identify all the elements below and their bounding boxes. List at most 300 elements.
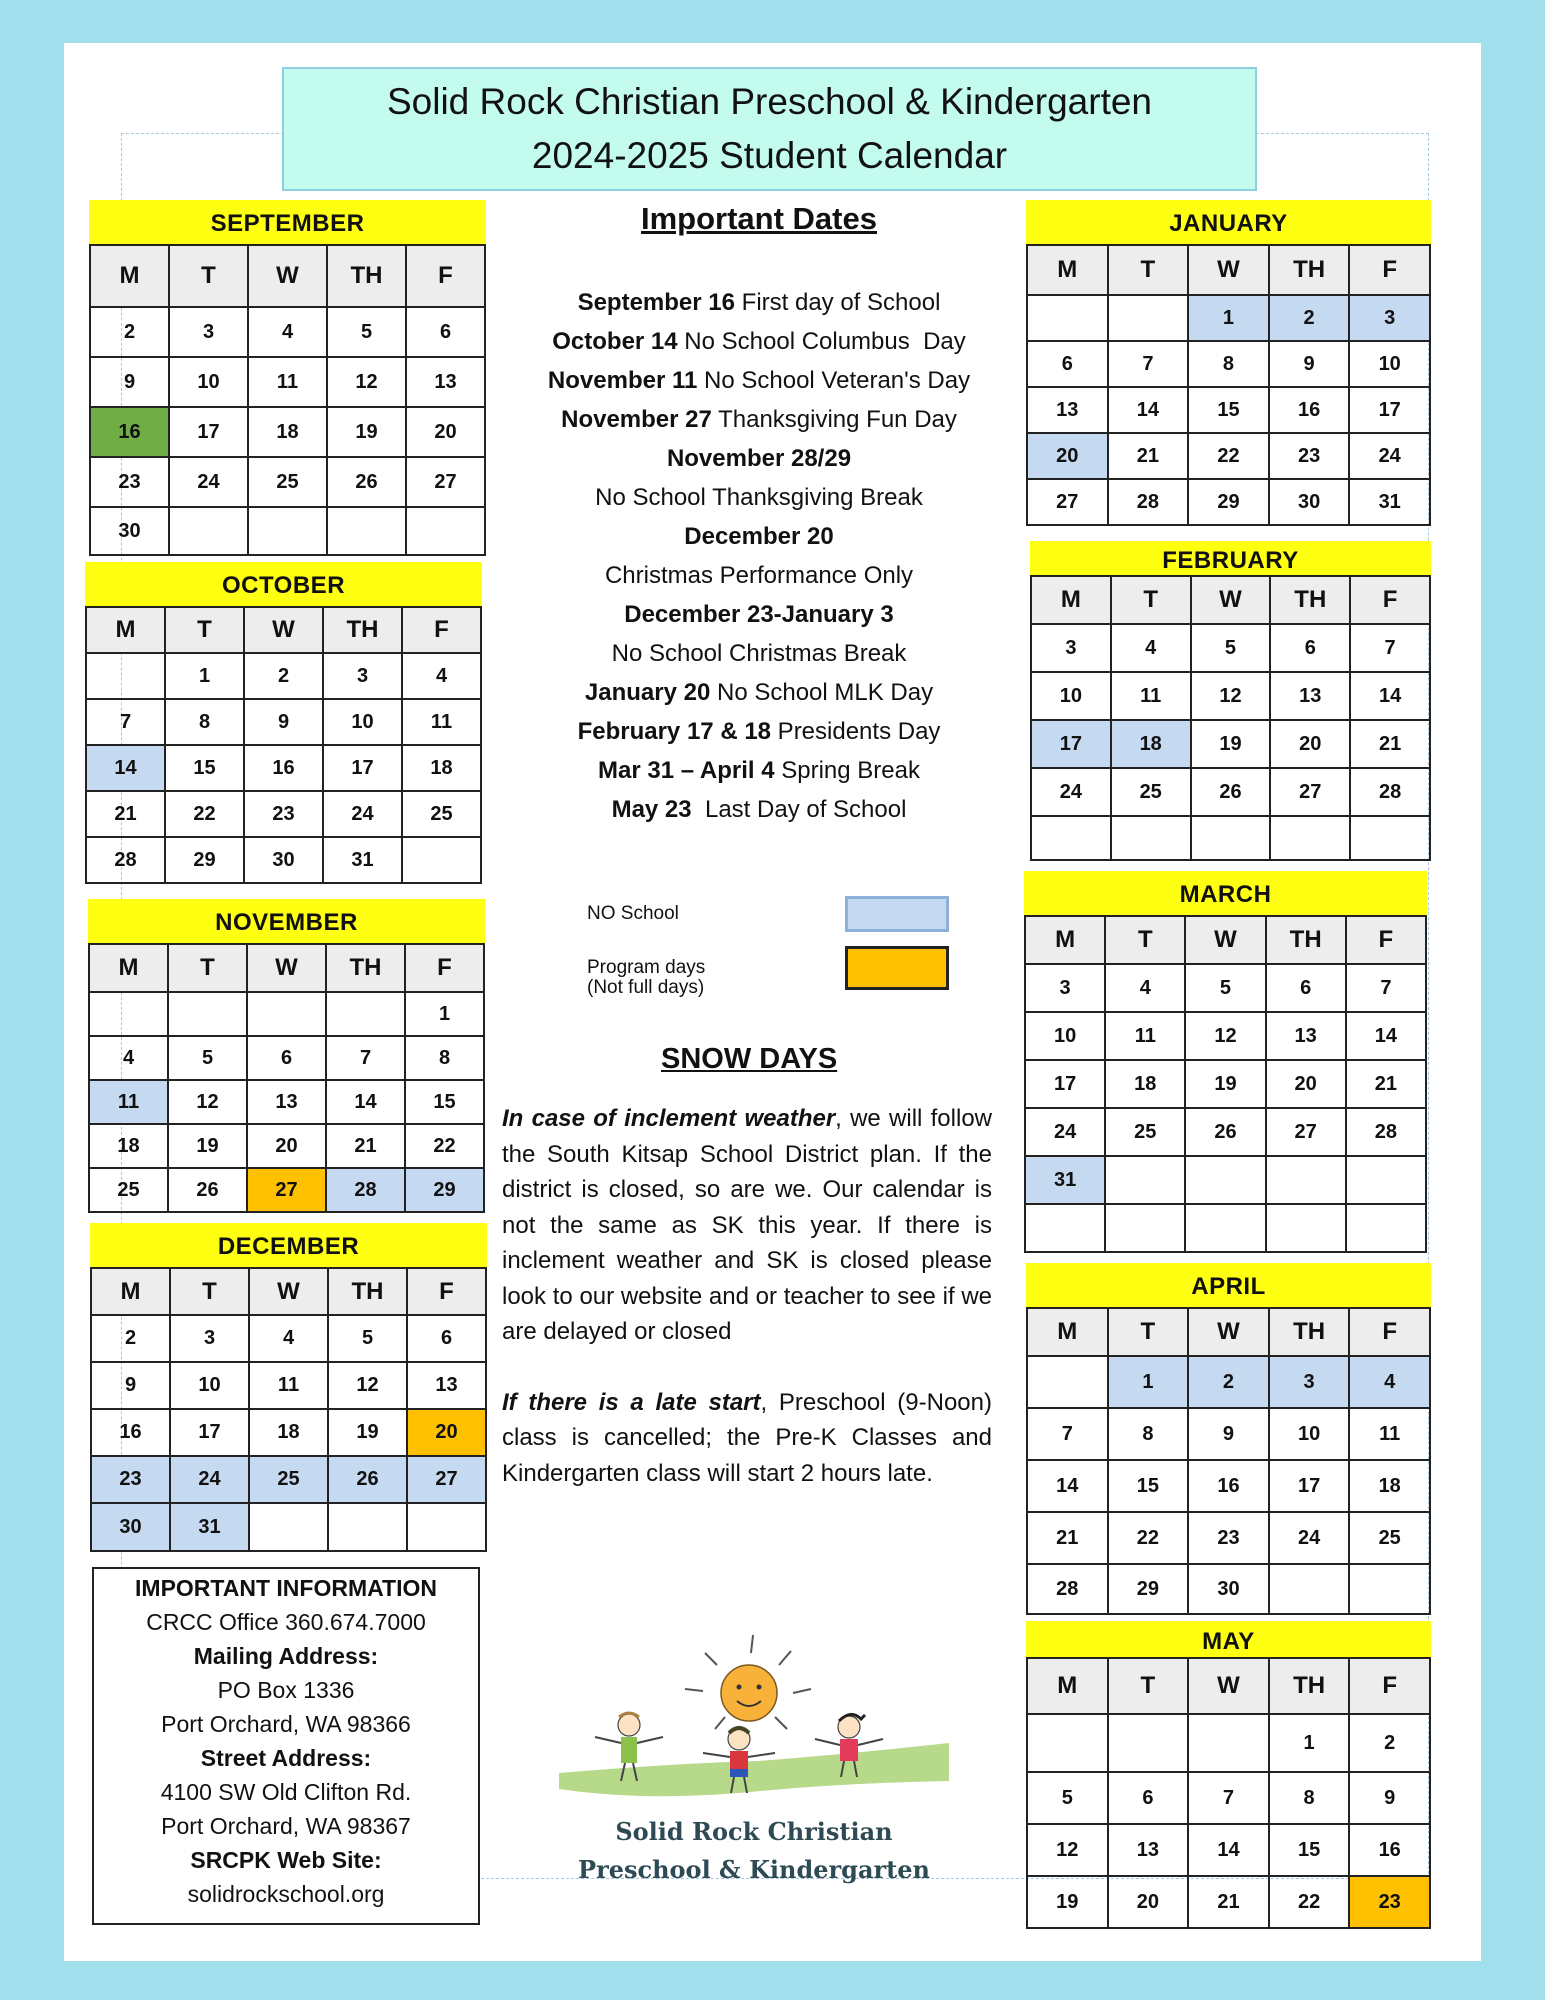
day-cell: 27 — [247, 1168, 326, 1212]
week-row — [1031, 672, 1430, 720]
day-cell: 13 — [1027, 387, 1108, 433]
weekday-label: TH — [1269, 245, 1350, 295]
weekday-header-row — [1027, 1658, 1430, 1714]
day-cell: 15 — [1188, 387, 1269, 433]
empty-day-cell — [407, 1503, 486, 1551]
day-cell: 21 — [1350, 720, 1430, 768]
month-may — [1026, 1621, 1431, 1929]
weekday-label: T — [1108, 1308, 1189, 1356]
day-cell: 22 — [1269, 1876, 1350, 1928]
day-cell: 16 — [91, 1409, 170, 1456]
empty-day-cell — [1185, 1204, 1265, 1252]
weekday-header-row — [1027, 245, 1430, 295]
day-cell: 13 — [247, 1080, 326, 1124]
day-cell: 23 — [91, 1456, 170, 1503]
week-row — [90, 457, 485, 507]
day-cell: 29 — [405, 1168, 484, 1212]
weekday-label: T — [165, 607, 244, 653]
day-cell: 30 — [1188, 1564, 1269, 1614]
empty-day-cell — [1349, 1564, 1430, 1614]
logo-line-1: Solid Rock Christian — [615, 1817, 893, 1846]
day-cell: 21 — [86, 791, 165, 837]
day-cell: 27 — [1270, 768, 1350, 816]
weekday-label: T — [1111, 576, 1191, 624]
day-cell: 4 — [249, 1315, 328, 1362]
day-cell: 13 — [406, 357, 485, 407]
day-cell: 18 — [1111, 720, 1191, 768]
day-cell: 7 — [1346, 964, 1426, 1012]
day-cell: 24 — [323, 791, 402, 837]
weekday-header-row — [89, 944, 484, 992]
day-cell: 28 — [1027, 1564, 1108, 1614]
day-cell: 2 — [90, 307, 169, 357]
legend-program-label-1: Program days — [587, 957, 706, 978]
day-cell: 18 — [249, 1409, 328, 1456]
day-cell: 11 — [1349, 1408, 1430, 1460]
day-cell: 27 — [406, 457, 485, 507]
weekday-header-row — [1031, 576, 1430, 624]
weekday-label: F — [1350, 576, 1430, 624]
month-name: FEBRUARY — [1030, 541, 1431, 575]
week-row — [86, 791, 481, 837]
day-cell: 14 — [1350, 672, 1430, 720]
day-cell: 29 — [1108, 1564, 1189, 1614]
week-row — [1027, 1512, 1430, 1564]
month-february — [1030, 541, 1431, 861]
day-cell: 16 — [244, 745, 323, 791]
day-cell: 31 — [1349, 479, 1430, 525]
month-name: JANUARY — [1026, 200, 1431, 244]
weekday-label: T — [170, 1268, 249, 1315]
week-row — [1025, 1012, 1426, 1060]
week-row — [1027, 1564, 1430, 1614]
weekday-header-row — [1027, 1308, 1430, 1356]
day-cell: 20 — [1027, 433, 1108, 479]
important-date-item — [459, 712, 1059, 751]
weekday-label: T — [1105, 916, 1185, 964]
weekday-label: W — [1188, 1658, 1269, 1714]
weekday-label: F — [1346, 916, 1426, 964]
important-date-date: December 20 — [684, 523, 834, 550]
day-cell: 10 — [1349, 341, 1430, 387]
info-street-line-1: 4100 SW Old Clifton Rd. — [160, 1779, 412, 1805]
weekday-label: TH — [1270, 576, 1350, 624]
important-date-text: Presidents Day — [771, 718, 941, 745]
empty-day-cell — [1266, 1204, 1346, 1252]
weekday-label: M — [1027, 245, 1108, 295]
important-date-item — [459, 322, 1059, 361]
day-cell: 23 — [1188, 1512, 1269, 1564]
weekday-label: M — [91, 1268, 170, 1315]
important-date-date: November 28/29 — [666, 445, 852, 472]
grass-hill — [559, 1743, 949, 1796]
week-row — [91, 1362, 486, 1409]
day-cell: 8 — [1188, 341, 1269, 387]
day-cell: 16 — [1269, 387, 1350, 433]
day-cell: 8 — [1269, 1772, 1350, 1824]
day-cell: 14 — [1346, 1012, 1426, 1060]
weekday-label: W — [1191, 576, 1271, 624]
day-cell: 11 — [249, 1362, 328, 1409]
day-cell: 4 — [1111, 624, 1191, 672]
week-row — [91, 1315, 486, 1362]
day-cell: 3 — [1349, 295, 1430, 341]
important-date-text: No School Veteran's Day — [697, 367, 971, 394]
day-cell: 6 — [407, 1315, 486, 1362]
week-row — [90, 357, 485, 407]
day-cell: 21 — [1108, 433, 1189, 479]
important-date-item — [459, 400, 1059, 439]
day-cell: 7 — [1108, 341, 1189, 387]
week-row — [1027, 1408, 1430, 1460]
logo-wordmark — [544, 1813, 964, 1889]
day-cell: 18 — [1105, 1060, 1185, 1108]
important-date-text: No School Columbus Day — [677, 328, 966, 355]
legend-program-label-2: (Not full days) — [587, 977, 705, 998]
calendar-grid — [1030, 575, 1431, 861]
day-cell: 26 — [1185, 1108, 1265, 1156]
day-cell: 24 — [169, 457, 248, 507]
weekday-label: TH — [327, 245, 406, 307]
calendar-page — [64, 43, 1481, 1961]
day-cell: 2 — [1188, 1356, 1269, 1408]
day-cell: 17 — [323, 745, 402, 791]
empty-day-cell — [1108, 295, 1189, 341]
legend-no-school-swatch — [845, 896, 949, 932]
weekday-label: W — [1185, 916, 1265, 964]
day-cell: 31 — [170, 1503, 249, 1551]
month-march — [1024, 871, 1427, 1253]
day-cell: 20 — [407, 1409, 486, 1456]
weekday-label: T — [1108, 1658, 1189, 1714]
month-december — [90, 1223, 487, 1552]
day-cell: 2 — [244, 653, 323, 699]
important-date-item — [459, 361, 1059, 400]
weekday-label: F — [1349, 1308, 1430, 1356]
day-cell: 9 — [1349, 1772, 1430, 1824]
day-cell: 19 — [1027, 1876, 1108, 1928]
important-date-item — [459, 790, 1059, 829]
week-row — [1025, 964, 1426, 1012]
week-row — [1025, 1204, 1426, 1252]
day-cell: 9 — [91, 1362, 170, 1409]
day-cell: 25 — [1111, 768, 1191, 816]
day-cell: 23 — [90, 457, 169, 507]
day-cell: 26 — [327, 457, 406, 507]
calendar-grid — [88, 943, 485, 1213]
page-title — [282, 67, 1257, 191]
day-cell: 5 — [328, 1315, 407, 1362]
day-cell: 15 — [165, 745, 244, 791]
day-cell: 10 — [170, 1362, 249, 1409]
weekday-label: M — [90, 245, 169, 307]
day-cell: 19 — [1185, 1060, 1265, 1108]
week-row — [1031, 816, 1430, 860]
weekday-label: W — [244, 607, 323, 653]
week-row — [89, 1124, 484, 1168]
important-date-text: Christmas Performance Only — [604, 562, 914, 589]
info-web-link[interactable]: solidrockschool.org — [187, 1881, 385, 1907]
empty-day-cell — [402, 837, 481, 883]
important-date-item — [459, 673, 1059, 712]
empty-day-cell — [169, 507, 248, 555]
empty-day-cell — [1269, 1564, 1350, 1614]
weekday-label: M — [1027, 1308, 1108, 1356]
important-date-text: No School MLK Day — [710, 679, 934, 706]
day-cell: 20 — [1266, 1060, 1346, 1108]
day-cell: 1 — [1188, 295, 1269, 341]
day-cell: 4 — [89, 1036, 168, 1080]
important-date-item — [459, 595, 1059, 634]
day-cell: 3 — [169, 307, 248, 357]
empty-day-cell — [249, 1503, 328, 1551]
important-date-date: September 16 — [577, 289, 735, 316]
day-cell: 20 — [1108, 1876, 1189, 1928]
empty-day-cell — [168, 992, 247, 1036]
important-date-item — [459, 283, 1059, 322]
week-row — [90, 407, 485, 457]
day-cell: 17 — [169, 407, 248, 457]
important-date-date: January 20 — [584, 679, 711, 706]
week-row — [86, 745, 481, 791]
weekday-label: TH — [323, 607, 402, 653]
day-cell: 21 — [326, 1124, 405, 1168]
day-cell: 6 — [1266, 964, 1346, 1012]
day-cell: 27 — [407, 1456, 486, 1503]
day-cell: 23 — [1269, 433, 1350, 479]
day-cell: 10 — [169, 357, 248, 407]
weekday-label: M — [89, 944, 168, 992]
day-cell: 2 — [1269, 295, 1350, 341]
day-cell: 4 — [248, 307, 327, 357]
day-cell: 28 — [1108, 479, 1189, 525]
day-cell: 28 — [1346, 1108, 1426, 1156]
day-cell: 5 — [168, 1036, 247, 1080]
week-row — [1027, 341, 1430, 387]
weekday-label: TH — [328, 1268, 407, 1315]
day-cell: 30 — [91, 1503, 170, 1551]
day-cell: 15 — [1269, 1824, 1350, 1876]
week-row — [89, 992, 484, 1036]
day-cell: 23 — [244, 791, 323, 837]
important-date-item — [459, 517, 1059, 556]
weekday-label: F — [402, 607, 481, 653]
week-row — [86, 837, 481, 883]
empty-day-cell — [86, 653, 165, 699]
day-cell: 20 — [1270, 720, 1350, 768]
important-information-box — [92, 1567, 480, 1925]
weekday-header-row — [1025, 916, 1426, 964]
day-cell: 7 — [1188, 1772, 1269, 1824]
day-cell: 24 — [1269, 1512, 1350, 1564]
week-row — [1027, 1356, 1430, 1408]
legend-no-school-label: NO School — [587, 903, 679, 924]
snow-days-paragraph-1 — [502, 1101, 992, 1350]
important-date-text: No School Christmas Break — [611, 640, 907, 667]
day-cell: 13 — [407, 1362, 486, 1409]
important-dates-list — [459, 283, 1059, 829]
empty-day-cell — [1105, 1156, 1185, 1204]
day-cell: 7 — [326, 1036, 405, 1080]
weekday-header-row — [86, 607, 481, 653]
day-cell: 22 — [165, 791, 244, 837]
empty-day-cell — [1027, 1356, 1108, 1408]
day-cell: 3 — [1031, 624, 1111, 672]
weekday-label: F — [1349, 245, 1430, 295]
day-cell: 5 — [1027, 1772, 1108, 1824]
week-row — [1025, 1108, 1426, 1156]
day-cell: 16 — [1188, 1460, 1269, 1512]
day-cell: 8 — [1108, 1408, 1189, 1460]
day-cell: 5 — [1185, 964, 1265, 1012]
calendar-grid — [1024, 915, 1427, 1253]
weekday-label: W — [249, 1268, 328, 1315]
weekday-label: F — [407, 1268, 486, 1315]
empty-day-cell — [247, 992, 326, 1036]
day-cell: 6 — [406, 307, 485, 357]
day-cell: 9 — [244, 699, 323, 745]
day-cell: 11 — [1111, 672, 1191, 720]
day-cell: 18 — [1349, 1460, 1430, 1512]
day-cell: 30 — [244, 837, 323, 883]
day-cell: 24 — [1031, 768, 1111, 816]
day-cell: 27 — [1266, 1108, 1346, 1156]
day-cell: 22 — [1108, 1512, 1189, 1564]
calendar-grid — [1026, 1657, 1431, 1929]
day-cell: 26 — [328, 1456, 407, 1503]
calendar-grid — [1026, 244, 1431, 526]
snow-days-lead-2: If there is a late start — [502, 1388, 761, 1416]
important-date-item — [459, 478, 1059, 517]
month-name: MARCH — [1024, 871, 1427, 915]
day-cell: 31 — [1025, 1156, 1105, 1204]
week-row — [90, 507, 485, 555]
day-cell: 11 — [248, 357, 327, 407]
day-cell: 15 — [1108, 1460, 1189, 1512]
day-cell: 22 — [405, 1124, 484, 1168]
day-cell: 3 — [1025, 964, 1105, 1012]
day-cell: 11 — [89, 1080, 168, 1124]
day-cell: 29 — [1188, 479, 1269, 525]
day-cell: 20 — [406, 407, 485, 457]
day-cell: 30 — [90, 507, 169, 555]
day-cell: 13 — [1266, 1012, 1346, 1060]
day-cell: 6 — [247, 1036, 326, 1080]
week-row — [89, 1168, 484, 1212]
important-date-text: No School Thanksgiving Break — [595, 484, 923, 511]
important-date-date: October 14 — [552, 328, 678, 355]
day-cell: 8 — [165, 699, 244, 745]
info-street-line-2: Port Orchard, WA 98367 — [161, 1813, 411, 1839]
day-cell: 17 — [1269, 1460, 1350, 1512]
empty-day-cell — [327, 507, 406, 555]
weekday-header-row — [91, 1268, 486, 1315]
empty-day-cell — [1350, 816, 1430, 860]
important-date-date: Mar 31 – April 4 — [598, 757, 775, 784]
empty-day-cell — [1027, 1714, 1108, 1772]
day-cell: 5 — [1191, 624, 1271, 672]
day-cell: 4 — [402, 653, 481, 699]
day-cell: 14 — [86, 745, 165, 791]
day-cell: 14 — [326, 1080, 405, 1124]
week-row — [1027, 479, 1430, 525]
day-cell: 1 — [1108, 1356, 1189, 1408]
week-row — [1031, 768, 1430, 816]
day-cell: 9 — [90, 357, 169, 407]
day-cell: 26 — [168, 1168, 247, 1212]
empty-day-cell — [1105, 1204, 1185, 1252]
day-cell: 18 — [248, 407, 327, 457]
day-cell: 17 — [170, 1409, 249, 1456]
day-cell: 10 — [323, 699, 402, 745]
info-mailing-line-2: Port Orchard, WA 98366 — [161, 1711, 411, 1737]
snow-days-paragraph-2 — [502, 1385, 992, 1492]
day-cell: 17 — [1349, 387, 1430, 433]
day-cell: 29 — [165, 837, 244, 883]
day-cell: 9 — [1188, 1408, 1269, 1460]
weekday-label: M — [86, 607, 165, 653]
month-name: DECEMBER — [90, 1223, 487, 1267]
week-row — [1027, 1460, 1430, 1512]
week-row — [1025, 1060, 1426, 1108]
important-date-item — [459, 634, 1059, 673]
empty-day-cell — [1266, 1156, 1346, 1204]
snow-days-text — [502, 1101, 992, 1491]
empty-day-cell — [1111, 816, 1191, 860]
week-row — [1027, 295, 1430, 341]
day-cell: 4 — [1349, 1356, 1430, 1408]
important-date-date: November 11 — [547, 367, 698, 394]
day-cell: 7 — [1027, 1408, 1108, 1460]
info-web-label: SRCPK Web Site: — [190, 1847, 382, 1873]
important-date-date: February 17 & 18 — [577, 718, 772, 745]
day-cell: 18 — [89, 1124, 168, 1168]
month-name: SEPTEMBER — [89, 200, 486, 244]
calendar-grid — [90, 1267, 487, 1552]
month-january — [1026, 200, 1431, 526]
day-cell: 10 — [1031, 672, 1111, 720]
empty-day-cell — [1346, 1156, 1426, 1204]
day-cell: 25 — [1105, 1108, 1185, 1156]
week-row — [1027, 1824, 1430, 1876]
weekday-label: M — [1031, 576, 1111, 624]
day-cell: 12 — [1185, 1012, 1265, 1060]
weekday-label: W — [248, 245, 327, 307]
snow-days-spacer — [502, 1350, 992, 1385]
week-row — [1025, 1156, 1426, 1204]
weekday-label: W — [247, 944, 326, 992]
weekday-label: F — [406, 245, 485, 307]
day-cell: 25 — [402, 791, 481, 837]
snow-days-title: SNOW DAYS — [661, 1043, 838, 1075]
day-cell: 11 — [1105, 1012, 1185, 1060]
empty-day-cell — [1346, 1204, 1426, 1252]
day-cell: 6 — [1270, 624, 1350, 672]
important-dates-title: Important Dates — [641, 201, 877, 236]
day-cell: 10 — [1269, 1408, 1350, 1460]
calendar-grid — [89, 244, 486, 556]
week-row — [86, 653, 481, 699]
important-date-date: December 23-January 3 — [624, 601, 894, 628]
day-cell: 3 — [170, 1315, 249, 1362]
legend-program-swatch — [845, 946, 949, 990]
day-cell: 1 — [1269, 1714, 1350, 1772]
day-cell: 10 — [1025, 1012, 1105, 1060]
day-cell: 19 — [168, 1124, 247, 1168]
empty-day-cell — [89, 992, 168, 1036]
title-line-1: Solid Rock Christian Preschool & Kindergarten — [386, 81, 1153, 122]
info-mailing-line-1: PO Box 1336 — [217, 1677, 355, 1703]
